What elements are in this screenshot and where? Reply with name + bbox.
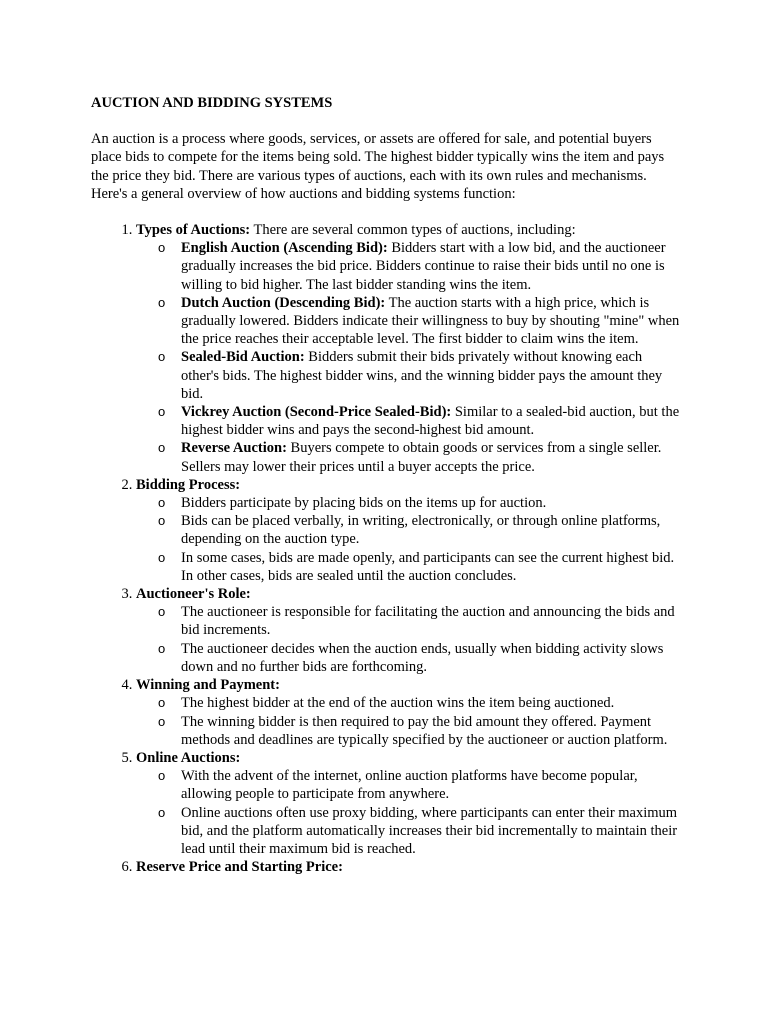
list-item <box>136 476 683 585</box>
sub-list-item <box>181 767 683 803</box>
sub-list-item <box>181 694 683 712</box>
sub-list-item <box>181 239 683 294</box>
sub-list-item <box>181 494 683 512</box>
sub-list <box>136 767 683 858</box>
sub-item-text: Buyers compete to obtain goods or services from a single seller. Sellers may lower their prices until a buyer accepts the price. <box>181 440 662 475</box>
intro-paragraph: An auction is a process where goods, services, or assets are offered for sale, and potential buyers place bids to compete for the items being sold. The highest bidder typically wins the item and pays the price they bid. There are various types of auctions, each with its own rules and mechanisms. Here's a general overview of how auctions and bidding systems function: <box>91 131 665 202</box>
list-item <box>136 221 683 476</box>
sub-item-term: English Auction (Ascending Bid): <box>181 240 388 257</box>
sub-item-text: Bidders submit their bids privately without knowing each other's bids. The highest bidder wins, and the winning bidder pays the amount they bid. <box>181 349 663 402</box>
sub-list-item <box>181 549 683 585</box>
sub-item-text: In some cases, bids are made openly, and participants can see the current highest bid. In other cases, bids are sealed until the auction concludes. <box>181 549 675 584</box>
sub-item-text: Similar to a sealed-bid auction, but the highest bidder wins and pays the second-highest bid amount. <box>181 404 680 439</box>
sub-item-text: The auctioneer decides when the auction ends, usually when bidding activity slows down and no further bids are forthcoming. <box>181 640 664 675</box>
list-item-title: Winning and Payment: <box>136 677 280 694</box>
list-item-title: Auctioneer's Role: <box>136 586 251 603</box>
sub-item-text: The highest bidder at the end of the auction wins the item being auctioned. <box>181 695 615 712</box>
list-item <box>136 749 683 858</box>
sub-list <box>136 603 683 676</box>
sub-item-text: Online auctions often use proxy bidding, where participants can enter their maximum bid, and the platform automatically increases their bid incrementally to maintain their lead until their maximum bid is reached. <box>181 804 678 857</box>
sub-list <box>136 694 683 749</box>
document-body <box>91 94 683 876</box>
sub-item-term: Sealed-Bid Auction: <box>181 349 305 366</box>
sub-list-item <box>181 512 683 548</box>
sub-item-term: Reverse Auction: <box>181 440 287 457</box>
sub-list-item <box>181 348 683 403</box>
sub-item-term: Dutch Auction (Descending Bid): <box>181 294 386 311</box>
sub-list <box>136 239 683 476</box>
sub-list-item <box>181 403 683 439</box>
list-item-text: There are several common types of auctions, including: <box>250 222 576 239</box>
list-item-title: Bidding Process: <box>136 476 241 493</box>
sub-item-text: Bidders start with a low bid, and the auctioneer gradually increases the bid price. Bidders continue to raise their bids until no one is willing to bid higher. The last bidder standing wins the item. <box>181 240 666 293</box>
sub-item-text: Bidders participate by placing bids on the items up for auction. <box>181 495 547 512</box>
document-heading: AUCTION AND BIDDING SYSTEMS <box>91 95 333 111</box>
sub-item-term: Vickrey Auction (Second-Price Sealed-Bid): <box>181 404 452 421</box>
list-item-title: Reserve Price and Starting Price: <box>136 859 343 876</box>
sub-list-item <box>181 804 683 859</box>
sub-list-item <box>181 640 683 676</box>
list-item <box>136 676 683 749</box>
sub-item-text: Bids can be placed verbally, in writing, electronically, or through online platforms, depending on the auction type. <box>181 513 661 548</box>
sub-item-text: The winning bidder is then required to pay the bid amount they offered. Payment methods and deadlines are typically specified by the auctioneer or auction platform. <box>181 713 668 748</box>
list-item <box>136 585 683 676</box>
sub-list-item <box>181 603 683 639</box>
sub-list-item <box>181 439 683 475</box>
sub-item-text: The auctioneer is responsible for facilitating the auction and announcing the bids and bid increments. <box>181 604 675 639</box>
list-item <box>136 858 683 876</box>
list-item-title: Online Auctions: <box>136 749 241 766</box>
sub-list-item <box>181 713 683 749</box>
sub-item-text: The auction starts with a high price, which is gradually lowered. Bidders indicate their willingness to buy by shouting "mine" when the price reaches their acceptable level. The first bidder to claim wins the item. <box>181 294 680 348</box>
sub-list <box>136 494 683 585</box>
list-item-title: Types of Auctions: <box>136 222 251 239</box>
numbered-list <box>91 221 683 876</box>
sub-item-text: With the advent of the internet, online auction platforms have become popular, allowing people to participate from anywhere. <box>181 768 638 803</box>
sub-list-item <box>181 294 683 349</box>
